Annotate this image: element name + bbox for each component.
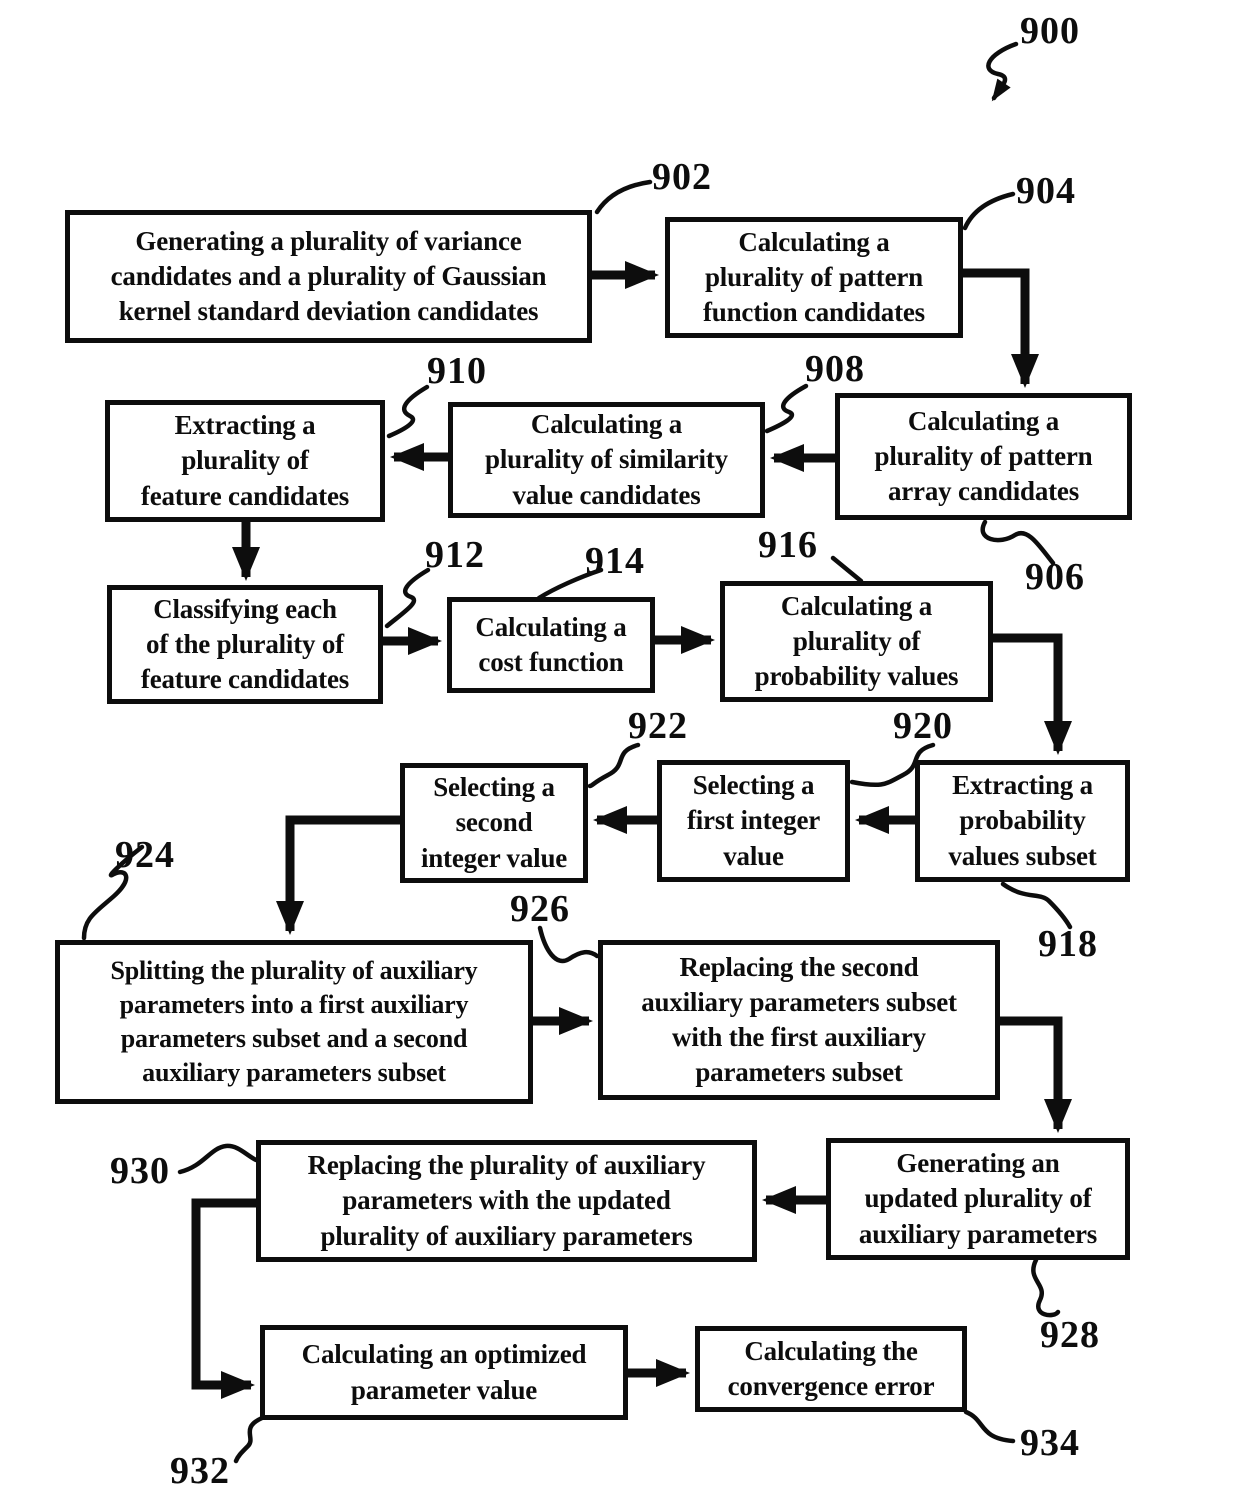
step-box-934	[695, 1326, 967, 1412]
step-box-922	[400, 763, 588, 883]
ref-label-922: 922	[628, 705, 688, 747]
ref-label-900: 900	[1020, 10, 1080, 52]
leader-930	[180, 1146, 256, 1172]
arrow-904-to-906	[961, 273, 1025, 384]
step-box-926	[598, 940, 1000, 1100]
ref-label-908: 908	[805, 348, 865, 390]
leader-918	[1003, 884, 1070, 927]
step-934-text: Calculating the convergence error	[727, 1335, 935, 1401]
leader-910	[389, 387, 427, 436]
leader-926	[540, 928, 597, 961]
leader-922	[590, 745, 638, 786]
ref-label-902: 902	[652, 156, 712, 198]
leader-928	[1033, 1260, 1058, 1315]
ref-label-920: 920	[893, 705, 953, 747]
step-902-text: Generating a plurality of variance candidates and a plurality of Gaussian kernel standard deviation candidates	[110, 225, 547, 327]
leader-932	[236, 1418, 262, 1461]
step-922-text: Selecting a second integer value	[420, 772, 568, 873]
step-box-918	[915, 760, 1130, 882]
leader-902	[597, 182, 650, 212]
step-928-text: Generating an updated plurality of auxiliary parameters	[858, 1148, 1098, 1249]
ref-label-930: 930	[110, 1150, 170, 1192]
leader-908	[767, 386, 806, 431]
step-box-932	[260, 1325, 628, 1420]
step-box-912	[107, 585, 383, 704]
step-920-text: Selecting a first integer value	[686, 770, 821, 871]
ref-label-914: 914	[585, 540, 645, 582]
step-918-text: Extracting a probability values subset	[948, 770, 1097, 871]
step-box-920	[657, 760, 850, 882]
ref-label-924: 924	[115, 834, 175, 876]
step-932-text: Calculating an optimized parameter value	[301, 1339, 587, 1405]
leader-912	[387, 570, 428, 626]
arrow-926-to-928	[1000, 1021, 1058, 1129]
step-924-text: Splitting the plurality of auxiliary parameters into a first auxiliary parameters subset and a second auxiliary parameters subset	[110, 956, 478, 1087]
ref-label-928: 928	[1040, 1314, 1100, 1356]
ref-label-912: 912	[425, 534, 485, 576]
leader-934	[966, 1412, 1013, 1441]
step-box-928	[826, 1138, 1130, 1260]
ref-label-904: 904	[1016, 170, 1076, 212]
step-916-text: Calculating a plurality of probability values	[754, 590, 959, 692]
step-908-text: Calculating a plurality of similarity value candidates	[485, 409, 728, 510]
arrow-916-to-918	[991, 638, 1058, 751]
ref-label-906: 906	[1025, 556, 1085, 598]
leader-916	[833, 558, 861, 581]
ref-label-926: 926	[510, 888, 570, 930]
step-914-text: Calculating a cost function	[475, 611, 627, 677]
ref-label-916: 916	[758, 524, 818, 566]
step-912-text: Classifying each of the plurality of feature candidates	[140, 593, 350, 695]
arrow-930-to-932	[196, 1203, 256, 1385]
step-box-906	[835, 393, 1132, 520]
step-904-text: Calculating a plurality of pattern function candidates	[703, 226, 925, 328]
ref-label-918: 918	[1038, 923, 1098, 965]
step-926-text: Replacing the second auxiliary parameters subset with the first auxiliary parameters subset	[641, 951, 957, 1088]
step-box-910	[105, 400, 385, 522]
step-910-text: Extracting a plurality of feature candidates	[140, 410, 350, 511]
step-box-904	[665, 217, 963, 338]
leader-904	[965, 194, 1013, 228]
ref-label-934: 934	[1020, 1422, 1080, 1464]
step-box-908	[448, 402, 765, 518]
step-box-916	[720, 581, 993, 702]
step-box-924	[55, 940, 533, 1104]
ref-label-932: 932	[170, 1450, 230, 1492]
step-906-text: Calculating a plurality of pattern array candidates	[874, 405, 1093, 507]
step-box-902	[65, 210, 592, 343]
step-930-text: Replacing the plurality of auxiliary parameters with the updated plurality of auxiliary parameters	[307, 1150, 706, 1251]
step-box-914	[447, 597, 655, 693]
leader-900	[988, 44, 1016, 98]
arrow-922-to-924	[290, 820, 400, 931]
step-box-930	[256, 1140, 757, 1262]
ref-label-910: 910	[427, 350, 487, 392]
